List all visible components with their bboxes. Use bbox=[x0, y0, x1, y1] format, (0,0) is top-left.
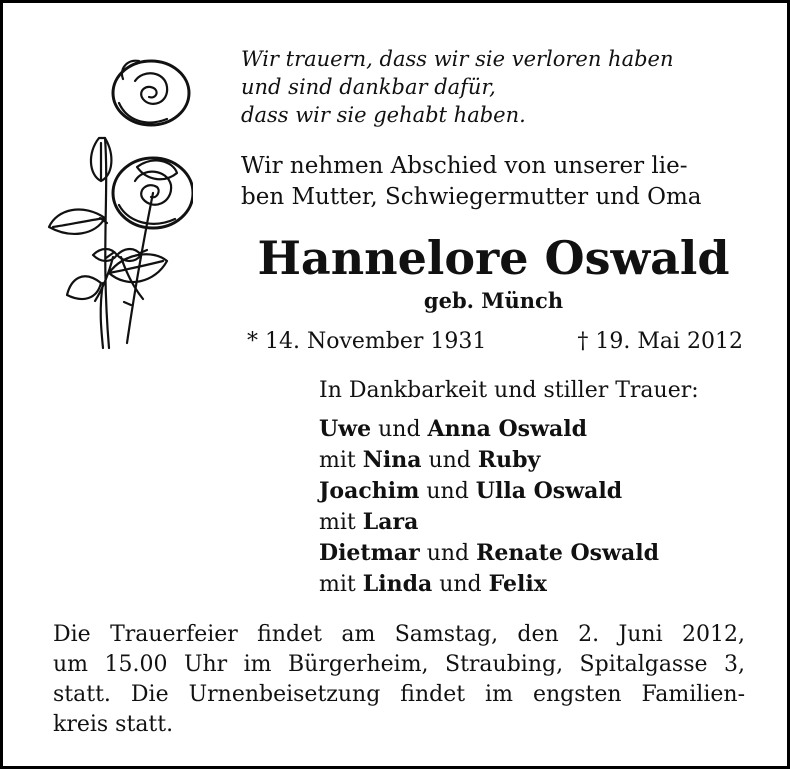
intro-line: Wir nehmen Abschied von unserer lie- bbox=[241, 153, 688, 179]
connector: mit bbox=[319, 510, 356, 535]
closing-line: kreis statt. bbox=[53, 712, 174, 737]
mourner-name: Nina bbox=[362, 447, 422, 473]
birth-date: * 14. November 1931 bbox=[247, 329, 487, 354]
connector: und bbox=[426, 479, 469, 504]
mourner-line bbox=[319, 538, 759, 569]
mourners-heading: In Dankbarkeit und stiller Trauer: bbox=[319, 378, 699, 403]
motto-verse bbox=[241, 45, 674, 129]
rose-icon bbox=[43, 43, 193, 353]
connector: mit bbox=[319, 448, 356, 473]
mourner-name: Renate Oswald bbox=[476, 540, 659, 566]
death-date: † 19. Mai 2012 bbox=[577, 329, 743, 354]
connector: und bbox=[439, 572, 482, 597]
mourner-line bbox=[319, 507, 759, 538]
birth-name: geb. Münch bbox=[423, 288, 564, 313]
mourner-name: Felix bbox=[488, 571, 547, 597]
closing-line: Die Trauerfeier findet am Samstag, den 2. Juni 2012, bbox=[53, 622, 745, 647]
motto-line: und sind dankbar dafür, bbox=[241, 75, 496, 99]
mourner-name: Uwe bbox=[319, 416, 372, 442]
mourner-name: Lara bbox=[362, 509, 419, 535]
mourner-line bbox=[319, 445, 759, 476]
mourner-name: Anna Oswald bbox=[427, 416, 588, 442]
mourner-line bbox=[319, 569, 759, 600]
closing-line: statt. Die Urnenbeisetzung findet im engsten Familien- bbox=[53, 682, 745, 707]
mourners-list bbox=[319, 376, 759, 600]
mourner-name: Dietmar bbox=[319, 540, 420, 566]
connector: und bbox=[378, 417, 421, 442]
intro-line: ben Mutter, Schwiegermutter und Oma bbox=[241, 184, 702, 210]
motto-line: Wir trauern, dass wir sie verloren haben bbox=[241, 47, 674, 71]
motto-line: dass wir sie gehabt haben. bbox=[241, 103, 526, 127]
deceased-name: Hannelore Oswald bbox=[257, 231, 730, 285]
connector: mit bbox=[319, 572, 356, 597]
funeral-information bbox=[53, 620, 745, 740]
connector: und bbox=[428, 448, 471, 473]
mourner-line bbox=[319, 476, 759, 507]
mourner-line bbox=[319, 414, 759, 445]
closing-line: um 15.00 Uhr im Bürgerheim, Straubing, Spitalgasse 3, bbox=[53, 652, 745, 677]
mourner-name: Ulla Oswald bbox=[475, 478, 623, 504]
intro-text bbox=[241, 151, 746, 213]
mourner-name: Linda bbox=[362, 571, 433, 597]
connector: und bbox=[426, 541, 470, 566]
mourner-name: Joachim bbox=[319, 478, 420, 504]
mourner-name: Ruby bbox=[477, 447, 541, 473]
